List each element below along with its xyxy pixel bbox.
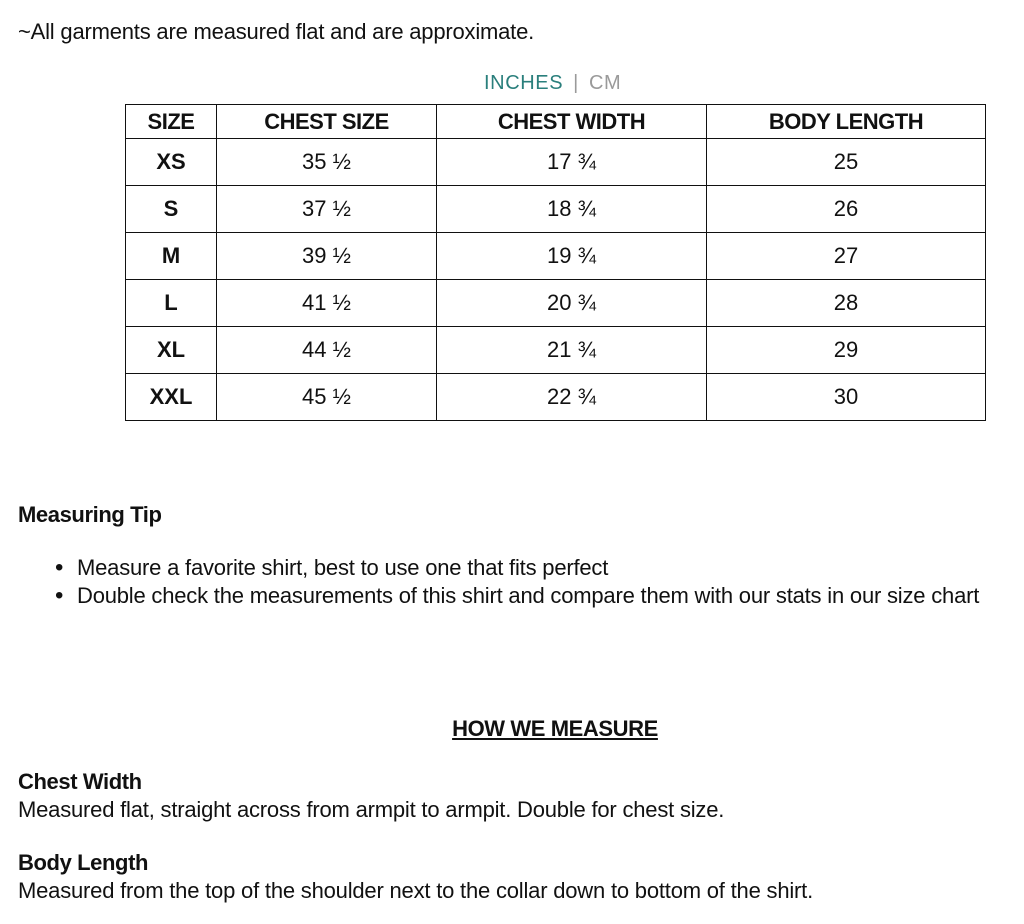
measuring-tip-list [55,554,979,610]
chest-size-cell: 35 ½ [217,139,437,186]
body-length-heading: Body Length [18,850,149,875]
body-length-cell: 27 [707,233,986,280]
chest-size-cell: 44 ½ [217,327,437,374]
body-length-cell: 29 [707,327,986,374]
chest-width-cell: 20 ¾ [437,280,707,327]
body-length-cell: 25 [707,139,986,186]
measurement-note: ~All garments are measured flat and are approximate. [18,19,535,44]
table-row [126,374,986,421]
body-length-cell: 30 [707,374,986,421]
chest-size-cell: 45 ½ [217,374,437,421]
chest-width-description: Measured flat, straight across from armpit to armpit. Double for chest size. [18,797,725,822]
size-cell: XS [126,139,217,186]
body-length-cell: 28 [707,280,986,327]
unit-inches-button[interactable]: INCHES [484,72,564,94]
chest-width-cell: 19 ¾ [437,233,707,280]
header-body-length: BODY LENGTH [707,105,986,139]
header-chest-width: CHEST WIDTH [437,105,707,139]
body-length-cell: 26 [707,186,986,233]
table-row [126,139,986,186]
chest-size-cell: 37 ½ [217,186,437,233]
unit-toggle [484,72,621,95]
chest-width-cell: 17 ¾ [437,139,707,186]
size-cell: L [126,280,217,327]
chest-width-cell: 18 ¾ [437,186,707,233]
table-header-row [126,105,986,139]
header-chest-size: CHEST SIZE [217,105,437,139]
how-we-measure-heading: HOW WE MEASURE [452,716,658,741]
chest-size-cell: 39 ½ [217,233,437,280]
body-length-description: Measured from the top of the shoulder next to the collar down to bottom of the shirt. [18,878,814,903]
chest-width-cell: 21 ¾ [437,327,707,374]
table-row [126,327,986,374]
unit-cm-button[interactable]: CM [588,72,622,94]
table-row [126,280,986,327]
header-size: SIZE [126,105,217,139]
unit-separator: | [573,72,579,94]
list-item: • Measure a favorite shirt, best to use one that fits perfect [55,554,979,582]
measuring-tip-heading: Measuring Tip [18,502,162,527]
size-chart-table [125,104,986,421]
size-cell: XXL [126,374,217,421]
chest-width-heading: Chest Width [18,769,142,794]
chest-width-cell: 22 ¾ [437,374,707,421]
table-row [126,186,986,233]
size-cell: S [126,186,217,233]
size-cell: XL [126,327,217,374]
chest-size-cell: 41 ½ [217,280,437,327]
table-row [126,233,986,280]
size-cell: M [126,233,217,280]
list-item: • Double check the measurements of this shirt and compare them with our stats in our size chart [55,582,979,610]
